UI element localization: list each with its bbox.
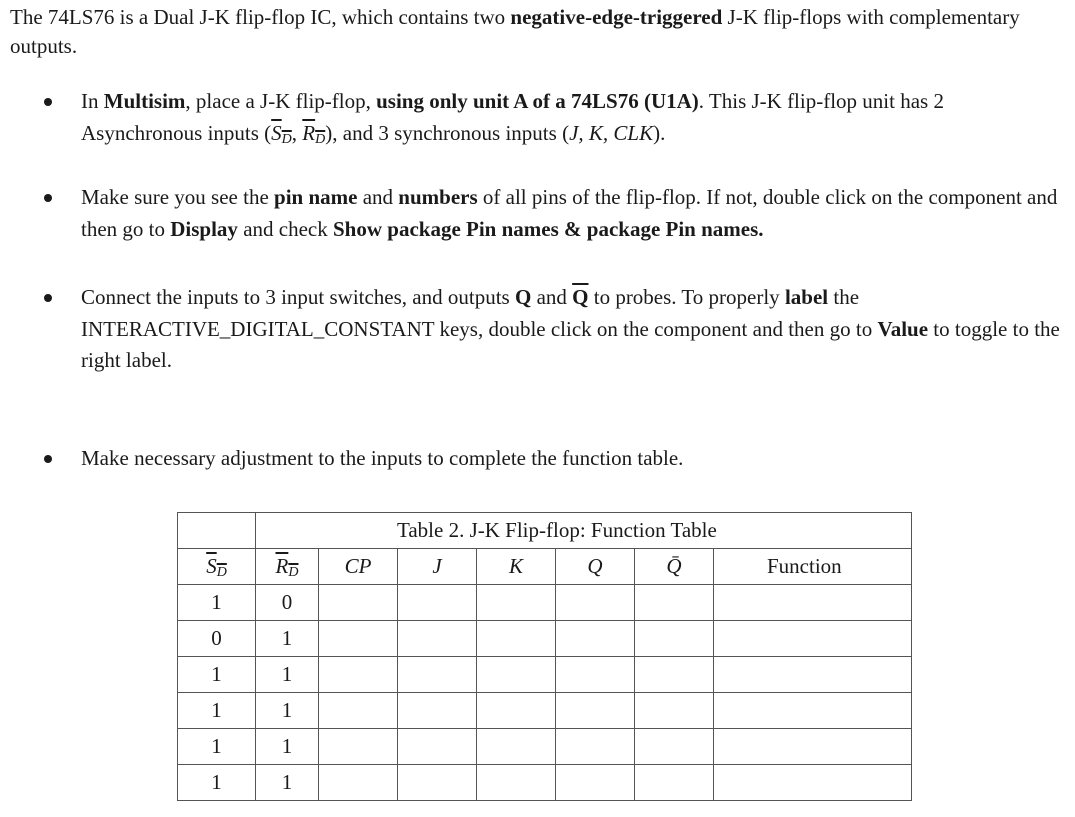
text: to probes. To properly — [588, 285, 785, 309]
cell-sd: 0 — [178, 621, 256, 657]
cell-sd: 1 — [178, 693, 256, 729]
header-rd — [256, 549, 319, 585]
header-cp: CP — [319, 549, 398, 585]
cell-cp[interactable] — [319, 657, 398, 693]
bold-text: Multisim — [103, 89, 186, 113]
header-q: Q — [556, 549, 635, 585]
function-table — [177, 512, 912, 801]
cell-j[interactable] — [398, 729, 477, 765]
cell-function[interactable] — [714, 693, 912, 729]
text: and — [357, 185, 399, 209]
cell-function[interactable] — [714, 657, 912, 693]
table-caption: Table 2. J-K Flip-flop: Function Table — [256, 513, 912, 549]
cell-j[interactable] — [398, 621, 477, 657]
text: to toggle to the right label. — [81, 316, 1060, 372]
bullet-dot — [44, 294, 52, 302]
text: ). — [653, 120, 666, 145]
cell-rd: 1 — [256, 657, 319, 693]
cell-q-bar[interactable] — [635, 585, 714, 621]
text: Connect the inputs to 3 input switches, and outputs — [81, 285, 515, 309]
text: R — [275, 554, 289, 578]
subscript: D — [216, 565, 227, 580]
cell-q-bar[interactable] — [635, 657, 714, 693]
cell-k[interactable] — [477, 585, 556, 621]
cell-cp[interactable] — [319, 585, 398, 621]
bold-text: numbers — [398, 185, 478, 209]
table-row — [178, 657, 912, 693]
bullet-2-text — [81, 182, 1066, 245]
text: . This J-K flip-flop unit has 2 Asynchronous inputs ( — [81, 89, 944, 145]
cell-cp[interactable] — [319, 729, 398, 765]
text: , — [291, 120, 303, 145]
cell-k[interactable] — [477, 657, 556, 693]
cell-cp[interactable] — [319, 693, 398, 729]
cell-k[interactable] — [477, 693, 556, 729]
cell-q-bar[interactable] — [635, 621, 714, 657]
header-q-bar: Q̄ — [635, 549, 714, 585]
cell-q-bar[interactable] — [635, 693, 714, 729]
table-caption-row — [178, 513, 912, 549]
cell-function[interactable] — [714, 585, 912, 621]
text: the INTERACTIVE_DIGITAL_CONSTANT keys, double click on the component and then go to — [81, 285, 878, 341]
text: S — [206, 554, 217, 578]
text: of all pins of the flip-flop. If not, double click on the component and then go to — [81, 185, 1058, 241]
subscript: D — [281, 131, 292, 147]
text: Make necessary adjustment to the inputs to complete the function table. — [81, 446, 684, 470]
text: ), and 3 synchronous inputs ( — [325, 120, 570, 145]
cell-j[interactable] — [398, 693, 477, 729]
bullet-dot — [44, 455, 52, 463]
header-sd — [178, 549, 256, 585]
cell-cp[interactable] — [319, 621, 398, 657]
text: , place a J-K flip-flop, — [185, 89, 377, 113]
cell-q[interactable] — [556, 621, 635, 657]
cell-function[interactable] — [714, 765, 912, 801]
cell-q[interactable] — [556, 585, 635, 621]
bullet-3-text — [81, 282, 1066, 377]
table-header-row — [178, 549, 912, 585]
cell-k[interactable] — [477, 765, 556, 801]
header-function: Function — [714, 549, 912, 585]
cell-q[interactable] — [556, 729, 635, 765]
text: and check — [237, 216, 333, 241]
cell-k[interactable] — [477, 621, 556, 657]
bold-text: label — [784, 285, 829, 309]
bold-text: Q — [514, 285, 532, 309]
cell-k[interactable] — [477, 729, 556, 765]
cell-rd: 1 — [256, 729, 319, 765]
rd-symbol — [302, 121, 325, 145]
cell-function[interactable] — [714, 621, 912, 657]
caption-blank-cell — [178, 513, 256, 549]
table-row — [178, 765, 912, 801]
cell-rd: 0 — [256, 585, 319, 621]
table-row — [178, 729, 912, 765]
cell-j[interactable] — [398, 657, 477, 693]
subscript: D — [315, 131, 326, 147]
bold-text: Show package Pin names & package Pin names. — [332, 216, 764, 241]
cell-sd: 1 — [178, 765, 256, 801]
header-j: J — [398, 549, 477, 585]
text: and — [531, 285, 573, 309]
intro-text-1: The 74LS76 is a Dual J-K flip-flop IC, which contains two — [10, 5, 511, 29]
cell-sd: 1 — [178, 729, 256, 765]
table-row — [178, 693, 912, 729]
intro-text-2: J-K flip-flops with complementary outputs. — [10, 5, 1020, 58]
cell-q-bar[interactable] — [635, 765, 714, 801]
text: Make sure you see the — [81, 185, 275, 209]
table-row — [178, 621, 912, 657]
table-row — [178, 585, 912, 621]
bullet-dot — [44, 194, 52, 202]
bullet-dot — [44, 98, 52, 106]
cell-q[interactable] — [556, 765, 635, 801]
bold-text: Value — [877, 316, 929, 341]
bold-text: Display — [170, 216, 238, 241]
bullet-4-text — [81, 443, 1066, 475]
cell-function[interactable] — [714, 729, 912, 765]
cell-sd: 1 — [178, 585, 256, 621]
cell-rd: 1 — [256, 621, 319, 657]
intro-bold-term: negative-edge-triggered — [510, 5, 723, 29]
text: R — [302, 120, 316, 145]
cell-q[interactable] — [556, 693, 635, 729]
bullet-1-text — [81, 86, 1066, 149]
header-k: K — [477, 549, 556, 585]
text: In — [81, 89, 104, 113]
cell-rd: 1 — [256, 693, 319, 729]
cell-cp[interactable] — [319, 765, 398, 801]
cell-j[interactable] — [398, 765, 477, 801]
cell-q[interactable] — [556, 657, 635, 693]
q-bar-symbol: $\overline{Q}$ — [572, 285, 589, 309]
sd-symbol — [271, 121, 292, 145]
cell-j[interactable] — [398, 585, 477, 621]
text: S — [271, 120, 282, 145]
cell-q-bar[interactable] — [635, 729, 714, 765]
cell-sd: 1 — [178, 657, 256, 693]
sync-inputs-symbols: J, K, CLK — [569, 120, 654, 145]
bold-text: pin name — [274, 185, 358, 209]
cell-rd: 1 — [256, 765, 319, 801]
subscript: D — [288, 565, 299, 580]
bold-text: using only unit A of a 74LS76 (U1A) — [376, 89, 699, 113]
